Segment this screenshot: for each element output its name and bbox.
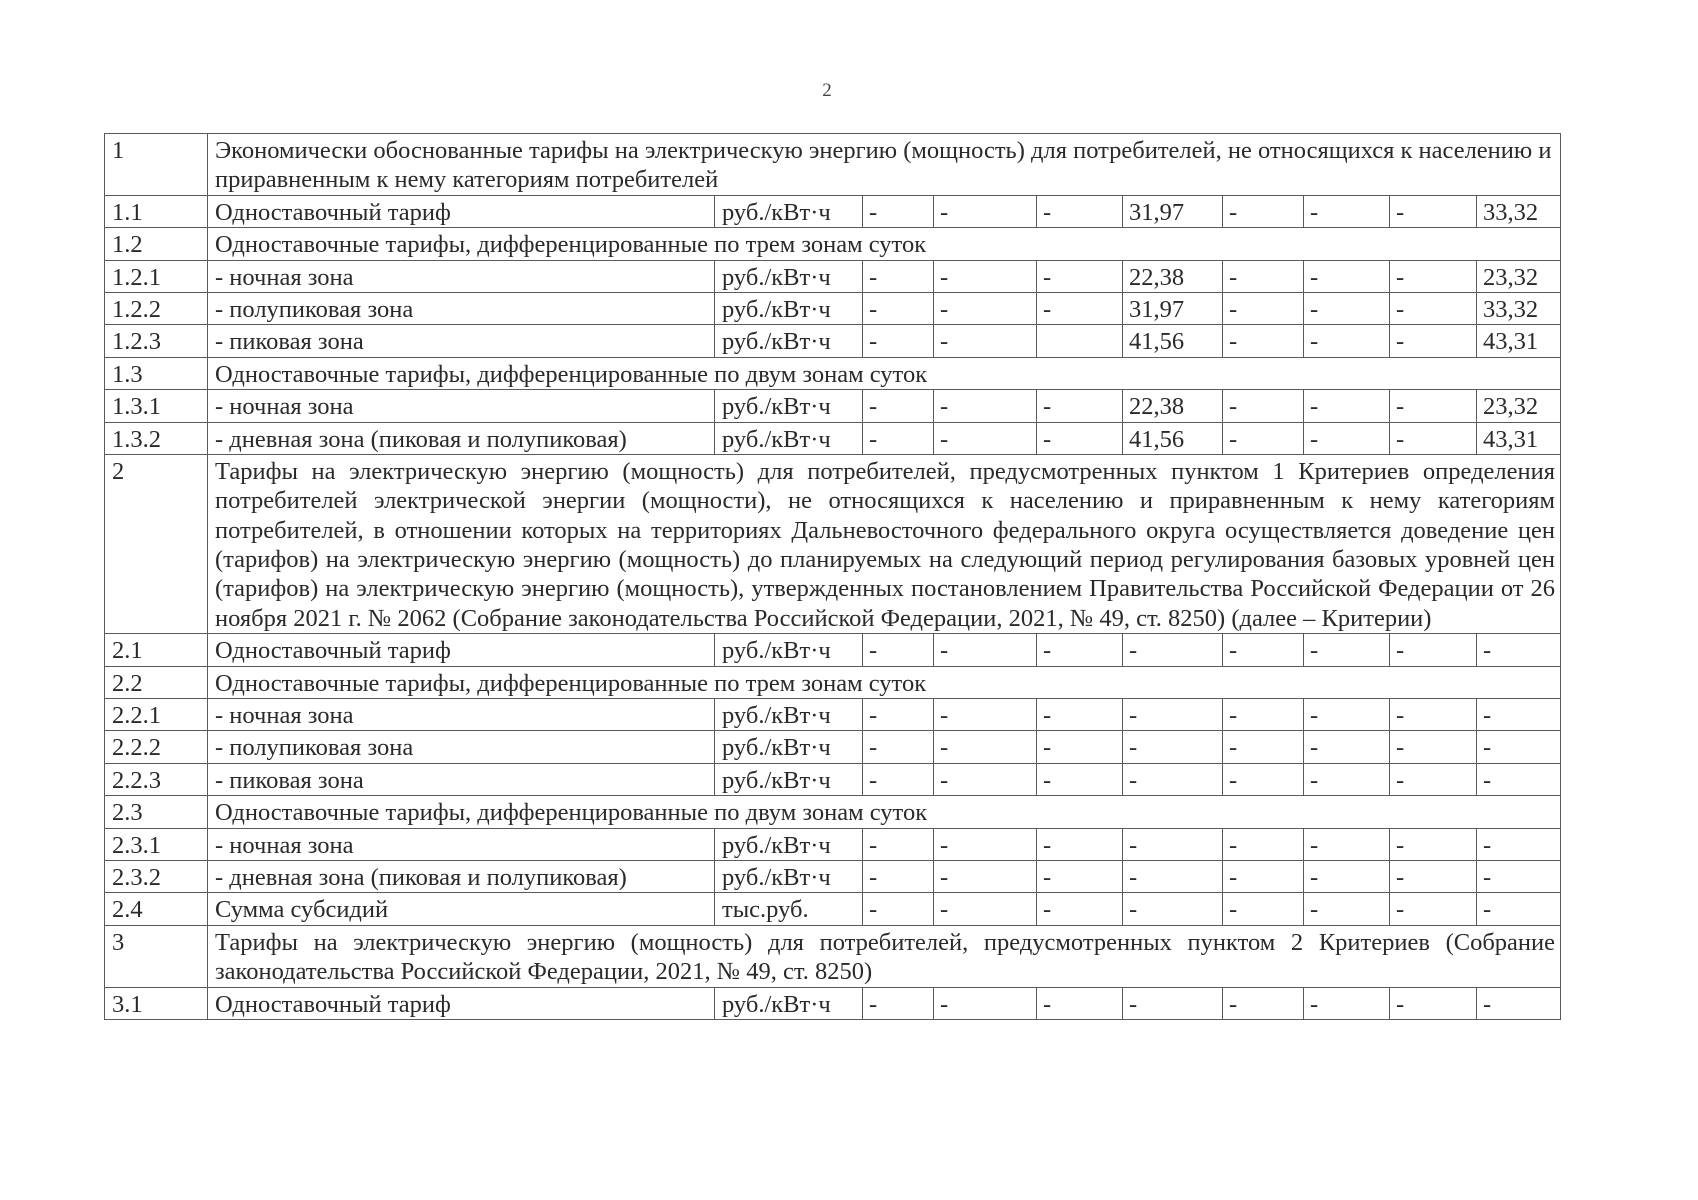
value-cell: - [1304,893,1390,925]
section-title: Одноставочные тарифы, дифференцированные по двум зонам суток [208,796,1561,828]
row-number: 1.2.1 [105,260,208,292]
value-cell: - [1304,987,1390,1019]
value-cell: - [1390,390,1477,422]
unit-cell: руб./кВт·ч [715,422,863,454]
value-cell: - [1477,860,1561,892]
row-number: 1.3.1 [105,390,208,422]
value-cell: - [1477,731,1561,763]
value-cell: - [1223,195,1304,227]
value-cell: - [863,893,934,925]
unit-cell: руб./кВт·ч [715,828,863,860]
row-number: 2.2.2 [105,731,208,763]
row-number: 1.2.3 [105,325,208,357]
value-cell: 43,31 [1477,325,1561,357]
value-cell: - [1304,634,1390,666]
value-cell: - [1223,987,1304,1019]
value-cell: - [1123,731,1223,763]
tariff-name: - ночная зона [208,699,715,731]
section-row [105,925,1561,987]
table-row [105,422,1561,454]
value-cell: - [1477,763,1561,795]
value-cell: - [1390,325,1477,357]
tariff-table [104,133,1561,1020]
tariff-name: - полупиковая зона [208,292,715,324]
value-cell: - [1123,893,1223,925]
value-cell: - [1477,987,1561,1019]
tariff-name: - пиковая зона [208,325,715,357]
row-number: 3 [105,925,208,987]
value-cell: - [863,763,934,795]
value-cell: - [1037,987,1123,1019]
value-cell [1037,325,1123,357]
row-number: 2.4 [105,893,208,925]
row-number: 2.3 [105,796,208,828]
value-cell: - [1304,699,1390,731]
value-cell: - [934,260,1037,292]
value-cell: - [1223,634,1304,666]
row-number: 1.3.2 [105,422,208,454]
value-cell: 31,97 [1123,292,1223,324]
table-row [105,634,1561,666]
value-cell: - [934,763,1037,795]
value-cell: 33,32 [1477,195,1561,227]
value-cell: - [863,260,934,292]
unit-cell: руб./кВт·ч [715,634,863,666]
value-cell: - [1223,260,1304,292]
value-cell: - [1304,390,1390,422]
value-cell: - [1037,390,1123,422]
tariff-name: - пиковая зона [208,763,715,795]
table-row [105,195,1561,227]
unit-cell: руб./кВт·ч [715,292,863,324]
value-cell: - [1123,763,1223,795]
table-row [105,763,1561,795]
value-cell: - [1037,731,1123,763]
value-cell: - [863,699,934,731]
value-cell: - [1477,893,1561,925]
value-cell: - [1037,195,1123,227]
value-cell: - [934,731,1037,763]
value-cell: - [1123,860,1223,892]
value-cell: - [1304,260,1390,292]
value-cell: - [934,390,1037,422]
value-cell: - [1223,893,1304,925]
value-cell: - [1390,731,1477,763]
section-title: Одноставочные тарифы, дифференцированные по двум зонам суток [208,357,1561,389]
tariff-name: - ночная зона [208,260,715,292]
row-number: 2.2.1 [105,699,208,731]
unit-cell: тыс.руб. [715,893,863,925]
value-cell: - [1390,828,1477,860]
value-cell: - [863,195,934,227]
value-cell: - [1477,828,1561,860]
value-cell: - [1304,731,1390,763]
value-cell: - [1037,860,1123,892]
value-cell: - [934,634,1037,666]
unit-cell: руб./кВт·ч [715,763,863,795]
row-number: 2 [105,454,208,633]
value-cell: - [1390,860,1477,892]
value-cell: - [1037,634,1123,666]
section-row [105,134,1561,196]
table-row [105,893,1561,925]
value-cell: - [1304,828,1390,860]
unit-cell: руб./кВт·ч [715,390,863,422]
value-cell: 41,56 [1123,325,1223,357]
unit-cell: руб./кВт·ч [715,731,863,763]
section-title: Тарифы на электрическую энергию (мощность) для потребителей, предусмотренных пунктом 2 Критериев (Собрание законодательства Российской Федерации, 2021, № 49, ст. 8250) [208,925,1561,987]
value-cell: - [934,893,1037,925]
table-row [105,292,1561,324]
value-cell: - [1037,763,1123,795]
value-cell: - [863,325,934,357]
section-title: Одноставочные тарифы, дифференцированные по трем зонам суток [208,228,1561,260]
unit-cell: руб./кВт·ч [715,260,863,292]
value-cell: - [1223,325,1304,357]
value-cell: - [863,731,934,763]
row-number: 1.1 [105,195,208,227]
value-cell: - [1223,390,1304,422]
value-cell: - [863,390,934,422]
value-cell: - [934,828,1037,860]
value-cell: - [863,828,934,860]
value-cell: - [863,422,934,454]
table-row [105,731,1561,763]
unit-cell: руб./кВт·ч [715,195,863,227]
section-row [105,228,1561,260]
value-cell: 41,56 [1123,422,1223,454]
value-cell: - [934,292,1037,324]
tariff-name: - дневная зона (пиковая и полупиковая) [208,860,715,892]
value-cell: - [1390,763,1477,795]
row-number: 1.2.2 [105,292,208,324]
value-cell: - [1123,634,1223,666]
tariff-name: - полупиковая зона [208,731,715,763]
section-row [105,454,1561,633]
value-cell: - [1037,292,1123,324]
table-row [105,987,1561,1019]
value-cell: - [863,634,934,666]
section-row [105,357,1561,389]
value-cell: - [1304,422,1390,454]
value-cell: - [1037,699,1123,731]
value-cell: - [1123,828,1223,860]
value-cell: - [863,860,934,892]
table-row [105,828,1561,860]
unit-cell: руб./кВт·ч [715,860,863,892]
value-cell: - [1477,699,1561,731]
value-cell: - [1390,422,1477,454]
row-number: 2.3.2 [105,860,208,892]
row-number: 2.1 [105,634,208,666]
value-cell: 22,38 [1123,390,1223,422]
table-row [105,390,1561,422]
section-row [105,796,1561,828]
tariff-name: Одноставочный тариф [208,634,715,666]
value-cell: - [1037,260,1123,292]
tariff-name: - ночная зона [208,390,715,422]
value-cell: 23,32 [1477,260,1561,292]
value-cell: - [1037,828,1123,860]
table-row [105,325,1561,357]
value-cell: - [1037,893,1123,925]
value-cell: - [934,860,1037,892]
value-cell: - [1304,325,1390,357]
row-number: 2.2 [105,666,208,698]
value-cell: - [1123,699,1223,731]
value-cell: - [1390,699,1477,731]
value-cell: - [1390,195,1477,227]
value-cell: - [1223,731,1304,763]
value-cell: - [1390,292,1477,324]
value-cell: - [1223,860,1304,892]
value-cell: 33,32 [1477,292,1561,324]
table-row [105,260,1561,292]
value-cell: - [1123,987,1223,1019]
value-cell: - [934,422,1037,454]
value-cell: - [934,987,1037,1019]
section-title: Тарифы на электрическую энергию (мощность) для потребителей, предусмотренных пунктом 1 Критериев определения потребителей электрической энергии (мощности), не относящихся к населению и приравненным к нему категориям потребителей, в отношении которых на территориях Дальневосточного федерального округа осуществляется доведение цен (тарифов) на электрическую энергию (мощность) до планируемых на следующий период регулирования базовых уровней цен (тарифов) на электрическую энергию (мощность), утвержденных постановлением Правительства Российской Федерации от 26 ноября 2021 г. № 2062 (Собрание законодательства Российской Федерации, 2021, № 49, ст. 8250) (далее – Критерии) [208,454,1561,633]
table-row [105,699,1561,731]
row-number: 1.2 [105,228,208,260]
value-cell: - [1223,763,1304,795]
value-cell: - [1223,699,1304,731]
row-number: 3.1 [105,987,208,1019]
unit-cell: руб./кВт·ч [715,325,863,357]
unit-cell: руб./кВт·ч [715,699,863,731]
table-row [105,860,1561,892]
value-cell: - [1304,292,1390,324]
value-cell: - [1390,634,1477,666]
value-cell: - [934,195,1037,227]
value-cell: - [1223,828,1304,860]
value-cell: 31,97 [1123,195,1223,227]
value-cell: - [1477,634,1561,666]
value-cell: - [1037,422,1123,454]
section-row [105,666,1561,698]
tariff-name: - ночная зона [208,828,715,860]
tariff-table-body [105,134,1561,1020]
row-number: 1 [105,134,208,196]
tariff-name: Одноставочный тариф [208,987,715,1019]
value-cell: - [1304,860,1390,892]
value-cell: 43,31 [1477,422,1561,454]
value-cell: 22,38 [1123,260,1223,292]
value-cell: - [1223,422,1304,454]
row-number: 1.3 [105,357,208,389]
value-cell: - [863,292,934,324]
value-cell: - [934,699,1037,731]
page-number: 2 [822,80,832,101]
value-cell: - [1390,987,1477,1019]
tariff-name: Сумма субсидий [208,893,715,925]
row-number: 2.3.1 [105,828,208,860]
value-cell: - [1304,195,1390,227]
section-title: Экономически обоснованные тарифы на электрическую энергию (мощность) для потребителей, не относящихся к населению и приравненным к нему категориям потребителей [208,134,1561,196]
value-cell: - [1304,763,1390,795]
value-cell: - [1223,292,1304,324]
value-cell: - [863,987,934,1019]
unit-cell: руб./кВт·ч [715,987,863,1019]
tariff-name: Одноставочный тариф [208,195,715,227]
value-cell: - [1390,260,1477,292]
row-number: 2.2.3 [105,763,208,795]
value-cell: - [934,325,1037,357]
tariff-name: - дневная зона (пиковая и полупиковая) [208,422,715,454]
value-cell: - [1390,893,1477,925]
section-title: Одноставочные тарифы, дифференцированные по трем зонам суток [208,666,1561,698]
value-cell: 23,32 [1477,390,1561,422]
